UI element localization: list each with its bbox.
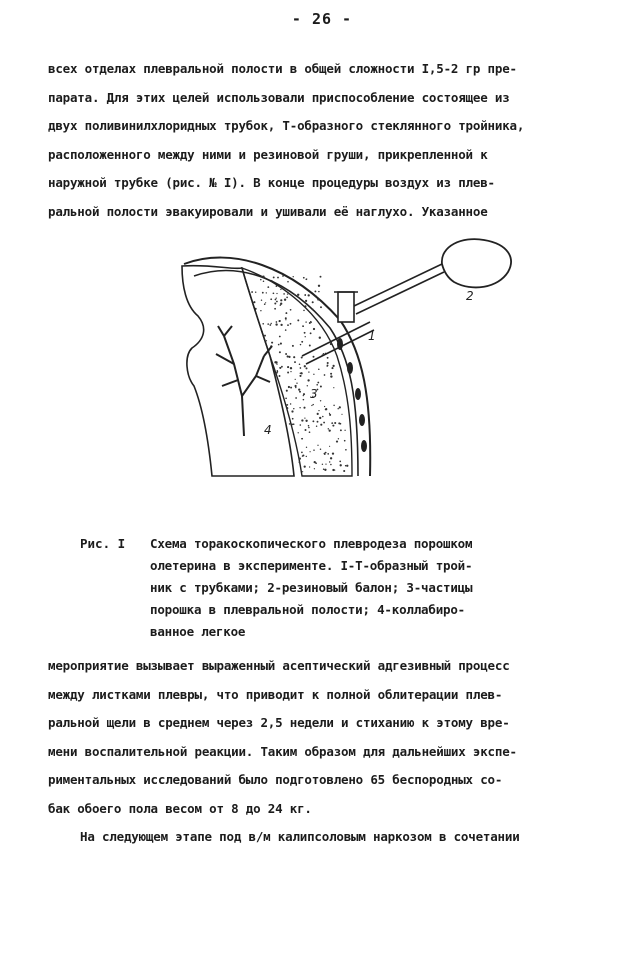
- page-number: - 26 -: [291, 10, 353, 28]
- powder-dot: [292, 345, 294, 347]
- powder-dot: [303, 310, 305, 312]
- powder-dot: [304, 332, 306, 334]
- powder-dot: [283, 293, 285, 295]
- bronchial-tree: [216, 326, 272, 436]
- powder-dot: [295, 397, 297, 399]
- powder-dot: [331, 367, 333, 369]
- powder-dot: [328, 428, 329, 429]
- powder-dot: [317, 413, 319, 415]
- powder-dot: [320, 424, 322, 426]
- powder-dot: [327, 362, 329, 364]
- powder-dot: [295, 379, 296, 380]
- powder-dot: [309, 466, 310, 467]
- powder-dot: [308, 427, 310, 429]
- powder-dot: [339, 406, 341, 408]
- powder-dot: [291, 424, 293, 426]
- powder-dot: [299, 364, 301, 366]
- powder-dot: [318, 285, 320, 287]
- text-line: всех отделах плевральной полости в общей сложности I,5-2 гр пре-: [48, 61, 517, 76]
- powder-dot: [285, 317, 287, 319]
- text-line: На следующем этапе под в/м калипсоловым наркозом в сочетании: [80, 829, 520, 844]
- powder-dot: [322, 464, 323, 465]
- powder-dot: [323, 468, 324, 469]
- powder-dot: [306, 447, 307, 448]
- powder-dot: [255, 291, 256, 292]
- powder-dot: [267, 286, 269, 288]
- powder-dot: [280, 304, 282, 306]
- text-line: ральной полости эвакуировали и ушивали её наглухо. Указанное: [48, 203, 488, 219]
- powder-dot: [303, 277, 305, 279]
- powder-dot: [309, 451, 310, 452]
- powder-dot: [305, 300, 307, 302]
- powder-dot: [277, 370, 278, 371]
- powder-dot: [293, 423, 295, 425]
- powder-dot: [298, 432, 299, 433]
- powder-dot: [295, 385, 297, 387]
- powder-dot: [285, 319, 286, 320]
- powder-dot: [306, 456, 307, 457]
- powder-dot: [324, 469, 326, 471]
- powder-dot: [262, 276, 264, 278]
- powder-dot: [313, 356, 315, 358]
- powder-dot: [287, 281, 289, 283]
- powder-dot: [300, 344, 301, 345]
- powder-dot: [325, 463, 326, 464]
- powder-dot: [339, 461, 341, 463]
- powder-dot: [261, 299, 262, 300]
- pleurodesis-diagram: [172, 236, 532, 516]
- powder-dot: [279, 351, 281, 353]
- paragraph-1: [48, 55, 604, 226]
- powder-dot: [325, 408, 327, 410]
- powder-dot: [338, 438, 339, 439]
- powder-dot: [320, 385, 322, 387]
- powder-dot: [266, 292, 267, 293]
- powder-dot: [305, 420, 307, 422]
- powder-dot: [317, 382, 319, 384]
- powder-dot: [337, 408, 338, 409]
- text-line: мени воспалительной реакции. Таким образом для дальнейших экспе-: [48, 743, 517, 759]
- powder-dot: [314, 468, 315, 469]
- powder-dot: [309, 322, 311, 324]
- powder-dot: [260, 279, 262, 281]
- powder-dot: [318, 291, 319, 292]
- powder-dot: [298, 388, 300, 390]
- powder-dot: [310, 332, 312, 334]
- powder-dot: [305, 367, 307, 369]
- powder-dot: [287, 366, 289, 368]
- powder-dot: [327, 453, 329, 455]
- paragraph-2: [48, 652, 604, 823]
- chest-wall-outer: [184, 258, 370, 476]
- powder-dot: [286, 407, 288, 409]
- powder-dot: [343, 470, 345, 472]
- powder-dot: [309, 431, 311, 433]
- powder-dot: [280, 289, 281, 290]
- powder-dot: [325, 452, 327, 454]
- powder-dot: [302, 471, 303, 472]
- powder-dot: [273, 292, 275, 294]
- text-line: между листками плевры, что приводит к полной облитерации плев-: [48, 686, 503, 702]
- powder-dot: [260, 310, 261, 311]
- powder-dot: [269, 324, 271, 326]
- powder-dot: [303, 395, 304, 396]
- powder-dot: [306, 278, 307, 279]
- powder-dot: [289, 423, 291, 425]
- powder-dot: [264, 303, 266, 305]
- text-line: бак обоего пола весом от 8 до 24 кг.: [48, 800, 312, 816]
- powder-dot: [271, 342, 273, 344]
- powder-dot: [299, 424, 301, 426]
- powder-dot: [286, 297, 288, 299]
- powder-dot: [276, 301, 278, 303]
- powder-dot: [323, 422, 325, 424]
- powder-dot: [314, 461, 316, 463]
- caption-line: олетерина в эксперименте. I-Т-образный трой-: [150, 558, 473, 573]
- powder-dot: [301, 452, 303, 454]
- powder-dot: [332, 425, 334, 427]
- powder-dot: [297, 294, 299, 296]
- powder-dot: [253, 301, 255, 303]
- powder-dot: [266, 340, 267, 341]
- powder-dot: [302, 454, 304, 456]
- powder-dot: [320, 306, 322, 308]
- powder-dot: [287, 324, 289, 326]
- powder-dot: [299, 458, 301, 460]
- powder-dot: [333, 405, 334, 406]
- powder-dot: [303, 393, 305, 395]
- powder-dot: [297, 319, 299, 321]
- powder-dot: [341, 414, 342, 415]
- powder-dot: [330, 375, 332, 377]
- powder-dot: [332, 452, 334, 454]
- powder-dot: [285, 329, 287, 331]
- powder-dot: [307, 379, 309, 381]
- powder-dot: [299, 461, 301, 463]
- powder-dot: [290, 323, 292, 325]
- powder-dot: [329, 414, 331, 416]
- caption-line: ванное легкое: [150, 624, 246, 639]
- powder-dot: [304, 365, 306, 367]
- powder-dot: [264, 335, 266, 337]
- powder-dot: [263, 280, 265, 282]
- powder-dot: [295, 387, 296, 388]
- powder-dot: [324, 374, 326, 376]
- powder-dot: [312, 420, 314, 422]
- powder-dot: [340, 464, 342, 466]
- powder-dot: [292, 418, 294, 420]
- powder-dot: [285, 312, 287, 314]
- powder-dot: [327, 357, 329, 359]
- powder-dot: [315, 295, 316, 296]
- powder-dot: [324, 454, 326, 456]
- powder-dot: [296, 383, 297, 384]
- rubber-bulb: [442, 239, 511, 287]
- text-line: мероприятие вызывает выраженный асептический адгезивный процесс: [48, 658, 510, 673]
- powder-dot: [320, 400, 321, 401]
- powder-dot: [271, 280, 273, 282]
- powder-dot: [290, 367, 292, 369]
- figure-label-1: 1: [368, 329, 376, 343]
- powder-dot: [300, 373, 301, 374]
- powder-dot: [312, 404, 313, 405]
- caption-line: Схема торакоскопического плевродеза порошком: [150, 536, 473, 551]
- powder-dot: [303, 326, 304, 327]
- powder-dot: [290, 387, 292, 389]
- powder-dot: [303, 399, 305, 401]
- powder-dot: [334, 422, 336, 424]
- powder-dot: [274, 361, 276, 363]
- powder-dot: [312, 301, 314, 303]
- powder-dot: [293, 276, 294, 277]
- powder-dot: [284, 299, 286, 301]
- figure-caption: [150, 533, 550, 643]
- rib-marks: [337, 338, 367, 452]
- powder-dot: [304, 466, 306, 468]
- powder-dot: [294, 294, 296, 296]
- powder-dot: [329, 461, 330, 462]
- powder-dot: [301, 372, 303, 374]
- powder-dot: [251, 291, 253, 293]
- powder-dot: [299, 407, 300, 408]
- powder-dot: [291, 410, 293, 412]
- powder-dot: [277, 277, 279, 279]
- powder-dot: [270, 298, 272, 300]
- powder-dot: [336, 441, 338, 443]
- powder-dot: [330, 343, 332, 345]
- text-line: риментальных исследований было подготовлено 65 беспородных со-: [48, 772, 503, 787]
- powder-dot: [279, 336, 281, 338]
- powder-dot: [313, 328, 315, 330]
- powder-dot: [276, 364, 277, 365]
- powder-dot: [314, 290, 316, 292]
- text-line: ральной щели в среднем через 2,5 недели и стиханию к этому вре-: [48, 715, 510, 730]
- powder-dot: [301, 341, 303, 343]
- powder-dot: [329, 429, 331, 431]
- powder-dot: [344, 430, 345, 431]
- powder-dot: [330, 457, 332, 459]
- powder-dot: [286, 390, 288, 392]
- powder-dot: [313, 374, 314, 375]
- powder-dot: [316, 426, 317, 427]
- powder-dot: [287, 372, 289, 374]
- powder-dot: [285, 397, 287, 399]
- text-line: наружной трубке (рис. № I). В конце процедуры воздух из плев-: [48, 175, 495, 190]
- powder-dot: [276, 285, 278, 287]
- powder-dot: [281, 366, 283, 368]
- powder-dot: [287, 293, 288, 294]
- powder-dot: [275, 323, 277, 325]
- powder-dot: [279, 320, 281, 322]
- powder-dot: [345, 465, 346, 466]
- powder-dot: [319, 337, 321, 339]
- powder-dot: [338, 422, 340, 424]
- powder-dot: [344, 440, 346, 442]
- powder-dot: [282, 275, 284, 277]
- powder-dot: [271, 323, 272, 324]
- powder-dot: [280, 343, 282, 345]
- powder-dot: [290, 309, 292, 311]
- powder-dot: [327, 366, 328, 367]
- powder-dot: [318, 410, 319, 411]
- powder-dot: [299, 391, 301, 393]
- powder-dot: [294, 361, 296, 363]
- powder-dot: [324, 406, 325, 407]
- powder-dot: [275, 299, 277, 301]
- powder-dot: [317, 421, 319, 423]
- powder-dot: [330, 464, 332, 466]
- powder-dot: [287, 355, 289, 357]
- powder-dot: [274, 308, 276, 310]
- powder-dot: [261, 276, 263, 278]
- powder-dot: [301, 438, 303, 440]
- text-line: парата. Для этих целей использовали приспособление состоящее из: [48, 89, 510, 105]
- powder-dot: [331, 422, 333, 424]
- powder-dot: [286, 404, 288, 406]
- powder-dot: [278, 344, 280, 346]
- powder-dot: [301, 419, 303, 421]
- powder-dot: [288, 356, 290, 358]
- powder-dot: [345, 449, 347, 451]
- powder-dot: [279, 367, 281, 369]
- powder-dot: [290, 403, 291, 404]
- powder-dot: [304, 417, 305, 418]
- powder-dot: [265, 302, 266, 303]
- powder-dot: [274, 303, 276, 305]
- powder-dot: [267, 323, 269, 325]
- powder-dot: [340, 429, 342, 431]
- powder-dot: [304, 305, 306, 307]
- caption-label: Рис. I: [80, 536, 126, 551]
- powder-dot: [329, 413, 330, 414]
- powder-dot: [346, 465, 348, 467]
- powder-dot: [317, 299, 319, 301]
- powder-dot: [279, 375, 281, 377]
- powder-dot: [276, 297, 277, 298]
- text-line: расположенного между ними и резиновой груши, прикрепленной к: [48, 146, 488, 162]
- powder-dot: [334, 469, 335, 470]
- figure-label-2: 2: [466, 289, 474, 303]
- powder-dot: [273, 276, 275, 278]
- powder-dot: [301, 356, 303, 358]
- t-tube: [302, 264, 444, 364]
- figure-label-4: 4: [264, 423, 272, 437]
- powder-dot: [316, 384, 318, 386]
- powder-dot: [293, 356, 295, 358]
- powder-dot: [305, 321, 306, 322]
- powder-dot: [322, 416, 324, 418]
- powder-dot: [319, 417, 321, 419]
- powder-dot: [308, 294, 310, 296]
- powder-particles: [251, 275, 348, 472]
- powder-dot: [309, 345, 311, 347]
- powder-dot: [312, 308, 314, 310]
- powder-dot: [300, 367, 302, 369]
- powder-dot: [262, 323, 264, 325]
- powder-dot: [311, 405, 312, 406]
- powder-dot: [317, 445, 318, 446]
- powder-dot: [304, 294, 306, 296]
- powder-dot: [323, 353, 324, 354]
- powder-dot: [308, 425, 310, 427]
- powder-dot: [307, 385, 308, 386]
- powder-dot: [320, 449, 321, 450]
- powder-dot: [320, 276, 322, 278]
- powder-dot: [303, 407, 305, 409]
- powder-dot: [305, 429, 307, 431]
- powder-dot: [288, 386, 290, 388]
- figure-label-3: 3: [310, 387, 318, 401]
- powder-dot: [305, 336, 306, 337]
- powder-dot: [313, 449, 315, 451]
- powder-dot: [276, 321, 278, 323]
- powder-dot: [276, 293, 277, 294]
- powder-dot: [293, 408, 294, 409]
- powder-dot: [280, 299, 282, 301]
- powder-dot: [329, 446, 330, 447]
- powder-dot: [299, 375, 301, 377]
- powder-dot: [318, 368, 320, 370]
- powder-dot: [290, 371, 291, 372]
- powder-dot: [308, 371, 309, 372]
- caption-line: ник с трубками; 2-резиновый балон; 3-частицы: [150, 580, 473, 595]
- powder-dot: [333, 387, 334, 388]
- powder-dot: [330, 373, 332, 375]
- powder-dot: [332, 365, 334, 367]
- caption-line: порошка в плевральной полости; 4-коллабиро-: [150, 602, 466, 617]
- powder-dot: [280, 324, 282, 326]
- powder-dot: [289, 293, 290, 294]
- powder-dot: [285, 353, 287, 355]
- text-line: двух поливинилхлоридных трубок, Т-образного стеклянного тройника,: [48, 118, 525, 133]
- powder-dot: [262, 292, 264, 294]
- paragraph-3: [80, 823, 610, 852]
